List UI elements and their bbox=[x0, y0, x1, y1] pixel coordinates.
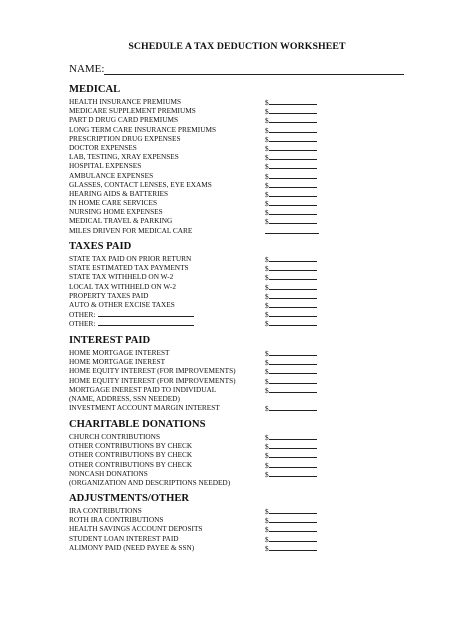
section-medical bbox=[69, 83, 399, 235]
item-label: AMBULANCE EXPENSES bbox=[69, 170, 154, 180]
dollar-sign: $ bbox=[265, 180, 269, 190]
other-description-field[interactable] bbox=[98, 309, 194, 317]
dollar-sign: $ bbox=[265, 162, 269, 172]
item-label: HEALTH INSURANCE PREMIUMS bbox=[69, 97, 182, 106]
list-item bbox=[69, 106, 399, 115]
dollar-sign: $ bbox=[265, 291, 269, 301]
list-item bbox=[69, 291, 399, 300]
section-taxes bbox=[69, 240, 399, 328]
amount-field[interactable] bbox=[269, 460, 317, 468]
dollar-sign: $ bbox=[265, 189, 269, 199]
dollar-sign: $ bbox=[265, 319, 269, 329]
dollar-sign: $ bbox=[265, 358, 269, 368]
list-item bbox=[69, 460, 399, 469]
item-label: MEDICAL TRAVEL & PARKING bbox=[69, 216, 173, 226]
list-item bbox=[69, 432, 399, 441]
charitable-list bbox=[69, 432, 399, 478]
list-item bbox=[69, 161, 399, 170]
dollar-sign: $ bbox=[265, 273, 269, 283]
item-label: GLASSES, CONTACT LENSES, EYE EXAMS bbox=[69, 179, 212, 189]
dollar-sign: $ bbox=[265, 171, 269, 181]
list-item bbox=[69, 272, 399, 281]
item-label: NONCASH DONATIONS bbox=[69, 468, 148, 478]
list-item-other-1 bbox=[69, 309, 399, 318]
amount-field[interactable] bbox=[269, 348, 317, 356]
name-label: NAME: bbox=[69, 63, 105, 75]
amount-field[interactable] bbox=[269, 282, 317, 290]
item-label: HOME EQUITY INTEREST (FOR IMPROVEMENTS) bbox=[69, 366, 236, 376]
dollar-sign: $ bbox=[265, 282, 269, 292]
amount-field[interactable] bbox=[269, 366, 317, 374]
dollar-sign: $ bbox=[265, 107, 269, 117]
item-label: ALIMONY PAID (NEED PAYEE & SSN) bbox=[69, 542, 195, 552]
item-label: INVESTMENT ACCOUNT MARGIN INTEREST bbox=[69, 403, 220, 413]
amount-field[interactable] bbox=[269, 515, 317, 523]
item-label: HOME MORTGAGE INTEREST bbox=[69, 348, 170, 357]
other-description-field[interactable] bbox=[98, 318, 194, 326]
list-item bbox=[69, 152, 399, 161]
charitable-note: (ORGANIZATION AND DESCRIPTIONS NEEDED) bbox=[69, 477, 231, 487]
dollar-sign: $ bbox=[265, 134, 269, 144]
dollar-sign: $ bbox=[265, 433, 269, 442]
item-label: LONG TERM CARE INSURANCE PREMIUMS bbox=[69, 124, 217, 134]
section-heading-taxes: TAXES PAID bbox=[69, 241, 132, 252]
item-label: MILES DRIVEN FOR MEDICAL CARE bbox=[69, 225, 193, 235]
amount-field[interactable] bbox=[269, 189, 317, 197]
amount-field[interactable] bbox=[269, 180, 317, 188]
amount-field[interactable] bbox=[269, 318, 317, 326]
amount-field[interactable] bbox=[269, 524, 317, 532]
list-item bbox=[69, 376, 399, 385]
dollar-sign: $ bbox=[265, 98, 269, 107]
amount-field[interactable] bbox=[269, 450, 317, 458]
list-item bbox=[69, 450, 399, 459]
item-label: HOME EQUITY INTEREST (FOR IMPROVEMENTS) bbox=[69, 375, 236, 385]
dollar-sign: $ bbox=[265, 349, 269, 358]
amount-field[interactable] bbox=[269, 263, 317, 271]
dollar-sign: $ bbox=[265, 143, 269, 153]
item-label: OTHER CONTRIBUTIONS BY CHECK bbox=[69, 450, 193, 460]
item-label: IRA CONTRIBUTIONS bbox=[69, 506, 142, 515]
list-item bbox=[69, 469, 399, 478]
dollar-sign: $ bbox=[265, 217, 269, 227]
amount-field[interactable] bbox=[269, 376, 317, 384]
list-item bbox=[69, 348, 399, 357]
list-item bbox=[69, 263, 399, 272]
list-item bbox=[69, 524, 399, 533]
list-item bbox=[69, 143, 399, 152]
dollar-sign: $ bbox=[265, 125, 269, 135]
other-label: OTHER: bbox=[69, 310, 96, 320]
amount-field[interactable] bbox=[269, 272, 317, 280]
amount-field[interactable] bbox=[269, 152, 317, 160]
list-item bbox=[69, 534, 399, 543]
dollar-sign: $ bbox=[265, 367, 269, 377]
amount-field[interactable] bbox=[269, 441, 317, 449]
item-label: LAB, TESTING, XRAY EXPENSES bbox=[69, 152, 179, 162]
amount-field[interactable] bbox=[269, 432, 317, 440]
amount-field[interactable] bbox=[269, 291, 317, 299]
dollar-sign: $ bbox=[265, 208, 269, 218]
interest-list bbox=[69, 348, 399, 394]
amount-field[interactable] bbox=[269, 469, 317, 477]
amount-field[interactable] bbox=[269, 134, 317, 142]
dollar-sign: $ bbox=[265, 199, 269, 209]
dollar-sign: $ bbox=[265, 516, 269, 526]
item-label: STATE TAX PAID ON PRIOR RETURN bbox=[69, 254, 192, 263]
list-item-miles bbox=[69, 226, 399, 235]
list-item bbox=[69, 543, 399, 552]
list-item bbox=[69, 125, 399, 134]
dollar-sign: $ bbox=[265, 376, 269, 386]
dollar-sign: $ bbox=[265, 116, 269, 126]
item-label: CHURCH CONTRIBUTIONS bbox=[69, 432, 161, 441]
item-label: NURSING HOME EXPENSES bbox=[69, 207, 163, 217]
item-label: AUTO & OTHER EXCISE TAXES bbox=[69, 299, 175, 309]
list-item bbox=[69, 171, 399, 180]
medical-list bbox=[69, 97, 399, 226]
amount-field[interactable] bbox=[269, 300, 317, 308]
section-heading-medical: MEDICAL bbox=[69, 84, 121, 95]
amount-field[interactable] bbox=[269, 97, 317, 105]
dollar-sign: $ bbox=[265, 460, 269, 470]
section-heading-interest: INTEREST PAID bbox=[69, 335, 151, 346]
dollar-sign: $ bbox=[265, 507, 269, 516]
section-interest bbox=[69, 334, 399, 412]
list-item bbox=[69, 216, 399, 225]
item-label: STATE ESTIMATED TAX PAYMENTS bbox=[69, 263, 189, 273]
dollar-sign: $ bbox=[265, 469, 269, 479]
dollar-sign: $ bbox=[265, 264, 269, 274]
dollar-sign: $ bbox=[265, 451, 269, 461]
list-item bbox=[69, 189, 399, 198]
list-item-margin bbox=[69, 403, 399, 412]
amount-field[interactable] bbox=[269, 207, 317, 215]
dollar-sign: $ bbox=[265, 442, 269, 452]
taxes-list bbox=[69, 254, 399, 309]
section-charitable bbox=[69, 418, 399, 487]
dollar-sign: $ bbox=[265, 310, 269, 320]
amount-field[interactable] bbox=[269, 506, 317, 514]
amount-field[interactable] bbox=[269, 357, 317, 365]
amount-field[interactable] bbox=[269, 198, 317, 206]
amount-field[interactable] bbox=[269, 534, 317, 542]
dollar-sign: $ bbox=[265, 153, 269, 163]
miles-field[interactable] bbox=[265, 233, 319, 234]
amount-field[interactable] bbox=[269, 161, 317, 169]
list-item bbox=[69, 180, 399, 189]
name-field[interactable] bbox=[104, 74, 404, 75]
list-item bbox=[69, 357, 399, 366]
list-item bbox=[69, 300, 399, 309]
dollar-sign: $ bbox=[265, 300, 269, 310]
list-item bbox=[69, 254, 399, 263]
item-label: MORTGAGE INEREST PAID TO INDIVIDUAL bbox=[69, 384, 217, 394]
amount-field[interactable] bbox=[269, 115, 317, 123]
item-label: ROTH IRA CONTRIBUTIONS bbox=[69, 515, 164, 525]
item-label: HOSPITAL EXPENSES bbox=[69, 161, 142, 171]
item-label: IN HOME CARE SERVICES bbox=[69, 198, 157, 208]
amount-field[interactable] bbox=[269, 106, 317, 114]
dollar-sign: $ bbox=[265, 534, 269, 544]
item-label: OTHER CONTRIBUTIONS BY CHECK bbox=[69, 441, 193, 451]
interest-note: (NAME, ADDRESS, SSN NEEDED) bbox=[69, 393, 180, 403]
list-item bbox=[69, 97, 399, 106]
list-item bbox=[69, 515, 399, 524]
dollar-sign: $ bbox=[265, 404, 269, 414]
list-item bbox=[69, 115, 399, 124]
item-label: HEALTH SAVINGS ACCOUNT DEPOSITS bbox=[69, 524, 203, 534]
amount-field[interactable] bbox=[269, 125, 317, 133]
item-label: PRESCRIPTION DRUG EXPENSES bbox=[69, 133, 181, 143]
amount-field[interactable] bbox=[269, 543, 317, 551]
item-label: PROPERTY TAXES PAID bbox=[69, 290, 149, 300]
item-label: HEARING AIDS & BATTERIES bbox=[69, 188, 169, 198]
item-label: MEDICARE SUPPLEMENT PREMIUMS bbox=[69, 106, 196, 116]
amount-field[interactable] bbox=[269, 254, 317, 262]
item-label: DOCTOR EXPENSES bbox=[69, 142, 137, 152]
section-adjustments bbox=[69, 492, 399, 552]
item-label: PART D DRUG CARD PREMIUMS bbox=[69, 115, 179, 125]
item-label: STUDENT LOAN INTEREST PAID bbox=[69, 533, 179, 543]
item-label: OTHER CONTRIBUTIONS BY CHECK bbox=[69, 459, 193, 469]
adjustments-list bbox=[69, 506, 399, 552]
amount-field[interactable] bbox=[269, 385, 317, 393]
list-item bbox=[69, 134, 399, 143]
list-item bbox=[69, 207, 399, 216]
dollar-sign: $ bbox=[265, 385, 269, 395]
other-label: OTHER: bbox=[69, 319, 96, 329]
dollar-sign: $ bbox=[265, 255, 269, 264]
amount-field[interactable] bbox=[269, 171, 317, 179]
amount-field[interactable] bbox=[269, 143, 317, 151]
item-label: HOME MORTGAGE INEREST bbox=[69, 357, 166, 367]
page-title: SCHEDULE A TAX DEDUCTION WORKSHEET bbox=[128, 41, 346, 52]
amount-field[interactable] bbox=[269, 309, 317, 317]
amount-field[interactable] bbox=[269, 216, 317, 224]
amount-field[interactable] bbox=[269, 403, 317, 411]
section-heading-charitable: CHARITABLE DONATIONS bbox=[69, 419, 206, 430]
section-heading-adjustments: ADJUSTMENTS/OTHER bbox=[69, 493, 190, 504]
dollar-sign: $ bbox=[265, 543, 269, 553]
list-item bbox=[69, 385, 399, 394]
list-item bbox=[69, 282, 399, 291]
list-item bbox=[69, 366, 399, 375]
list-item bbox=[69, 506, 399, 515]
list-item-other-2 bbox=[69, 318, 399, 327]
item-label: STATE TAX WITHHELD ON W-2 bbox=[69, 272, 174, 282]
dollar-sign: $ bbox=[265, 525, 269, 535]
list-item bbox=[69, 441, 399, 450]
list-item bbox=[69, 198, 399, 207]
item-label: LOCAL TAX WITHHELD ON W-2 bbox=[69, 281, 176, 291]
